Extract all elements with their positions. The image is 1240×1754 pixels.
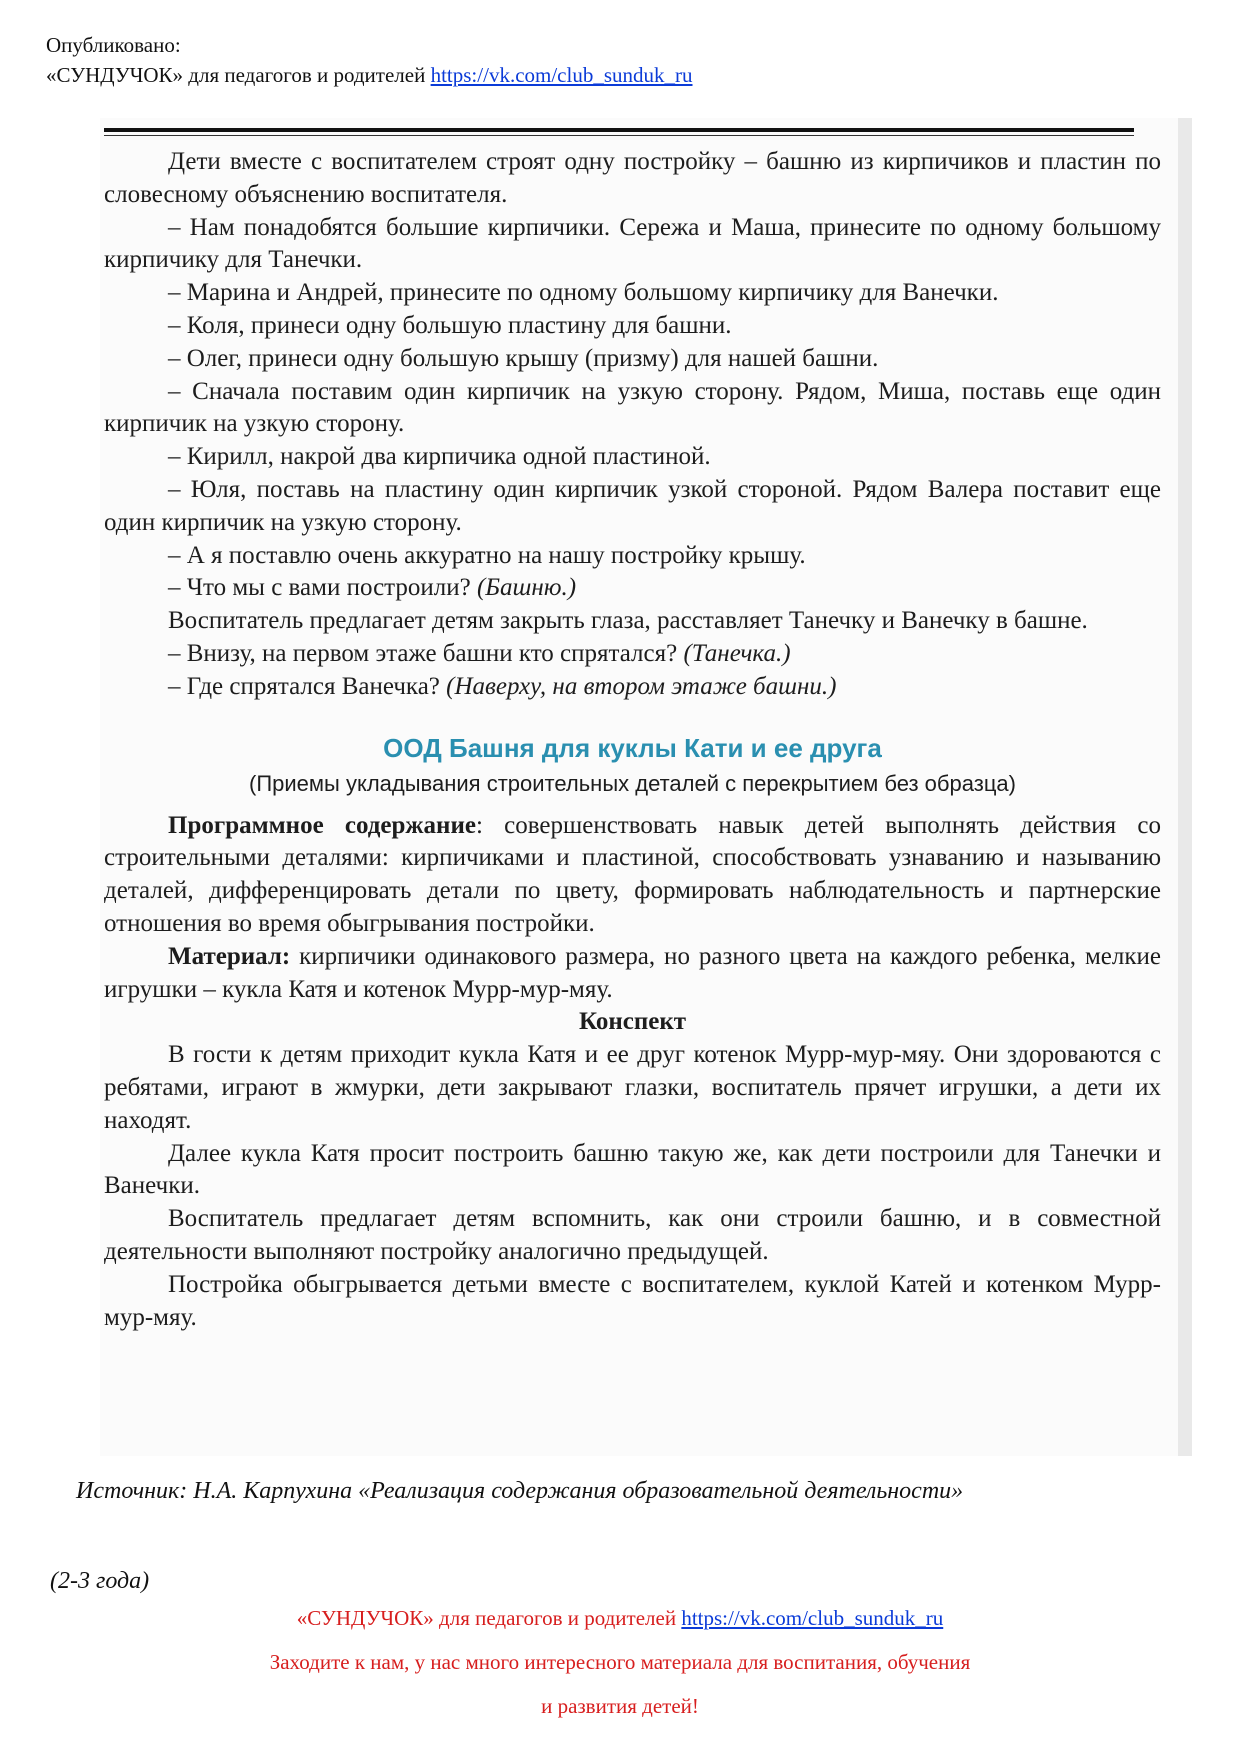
material-label: Материал:	[168, 942, 291, 970]
dialog-paragraph: – Марина и Андрей, принесите по одному большому кирпичику для Ванечки.	[168, 279, 999, 307]
konspekt-paragraph: В гости к детям приходит кукла Катя и ее друг котенок Мурр-мур-мяу. Они здороваются с ребятами, играют в жмурки, дети закрывают глазки, воспитатель прячет игрушки, а дети их находят.	[104, 1041, 1161, 1134]
konspekt-paragraph: Далее кукла Катя просит построить башню такую же, как дети построили для Танечки и Ванечки.	[104, 1139, 1161, 1200]
footer-publisher-line	[0, 1606, 1240, 1631]
question-below: – Внизу, на первом этаже башни кто спрятался? (Танечка.)	[168, 639, 791, 667]
answer-where: (Наверху, на втором этаже башни.)	[446, 672, 837, 700]
answer-below: (Танечка.)	[683, 639, 791, 667]
lesson-title: ООД Башня для куклы Кати и ее друга	[383, 732, 882, 763]
footer-publisher-name: «СУНДУЧОК» для педагогов и родителей	[296, 1606, 677, 1630]
dialog-paragraph: – А я поставлю очень аккуратно на нашу постройку крышу.	[168, 541, 806, 569]
dialog-paragraph: – Сначала поставим один кирпичик на узкую сторону. Рядом, Миша, поставь еще один кирпичик на узкую сторону.	[104, 377, 1161, 438]
dialog-paragraph: Дети вместе с воспитателем строят одну постройку – башню из кирпичиков и пластин по словесному объяснению воспитателя.	[104, 148, 1161, 208]
dialog-paragraph: – Нам понадобятся большие кирпичики. Сережа и Маша, принесите по одному большому кирпичику для Танечки.	[104, 213, 1161, 274]
konspekt-paragraph: Воспитатель предлагает детям вспомнить, как они строили башню, и в совместной деятельности выполняют постройку аналогично предыдущей.	[104, 1205, 1161, 1265]
publication-header	[46, 30, 693, 90]
dialog-paragraph: – Олег, принеси одну большую крышу (призму) для нашей башни.	[168, 344, 879, 372]
dialog-paragraph: – Кирилл, накрой два кирпичика одной пластиной.	[168, 443, 711, 471]
footer-link[interactable]: https://vk.com/club_sunduk_ru	[681, 1606, 944, 1630]
published-label: Опубликовано:	[46, 33, 181, 57]
material-paragraph: Материал: кирпичики одинакового размера, но разного цвета на каждого ребенка, мелкие игрушки – кукла Катя и котенок Мурр-мур-мяу.	[104, 942, 1161, 1003]
scanned-book-page	[100, 118, 1192, 1456]
source-citation: Источник: Н.А. Карпухина «Реализация содержания образовательной деятельности»	[76, 1478, 964, 1504]
question-where: – Где спрятался Ванечка? (Наверху, на втором этаже башни.)	[168, 672, 837, 700]
dialog-paragraph: – Юля, поставь на пластину один кирпичик узкой стороной. Рядом Валера поставит еще один кирпичик на узкую сторону.	[104, 475, 1161, 536]
publisher-name: «СУНДУЧОК» для педагогов и родителей	[46, 63, 426, 87]
page-rule-thick	[104, 128, 1134, 132]
konspekt-paragraph: Постройка обыгрывается детьми вместе с воспитателем, куклой Катей и котенком Мурр-мур-мяу.	[104, 1270, 1161, 1331]
teacher-paragraph: Воспитатель предлагает детям закрыть глаза, расставляет Танечку и Ванечку в башне.	[168, 607, 1088, 635]
dialog-paragraph: – Коля, принеси одну большую пластину для башни.	[168, 311, 732, 339]
lesson-subtitle: (Приемы укладывания строительных деталей с перекрытием без образца)	[249, 770, 1016, 796]
age-range: (2-3 года)	[50, 1568, 150, 1594]
footer-invite-line-2: и развития детей!	[541, 1694, 699, 1718]
publisher-line	[46, 60, 693, 90]
publisher-link[interactable]: https://vk.com/club_sunduk_ru	[430, 63, 693, 87]
question-built: – Что мы с вами построили? (Башню.)	[168, 574, 577, 602]
konspekt-heading: Конспект	[578, 1008, 687, 1036]
program-paragraph: Программное содержание: совершенствовать навык детей выполнять действия со строительными деталями: кирпичиками и пластиной, способствовать узнаванию и называнию деталей, дифференцировать детали по цвету, формировать наблюдательность и партнерские отношения во время обыгрывания постройки.	[104, 811, 1161, 937]
footer-invite-line-1: Заходите к нам, у нас много интересного материала для воспитания, обучения	[269, 1650, 971, 1674]
book-text	[104, 146, 1161, 1334]
answer-built: (Башню.)	[476, 574, 577, 602]
page-rule-thin	[104, 135, 1134, 136]
program-label: Программное содержание	[168, 811, 476, 839]
